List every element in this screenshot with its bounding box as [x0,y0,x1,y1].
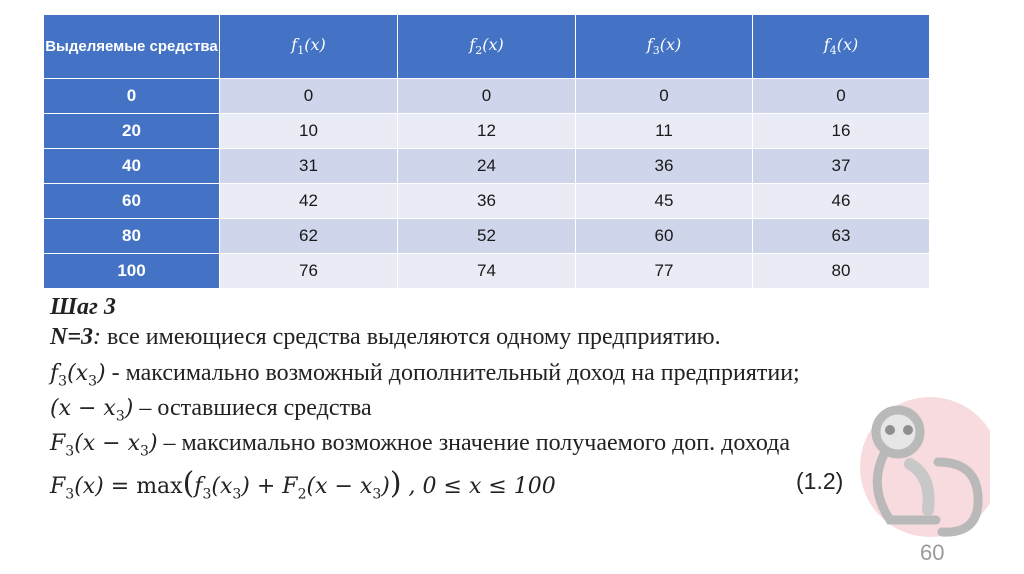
n-text: все имеющиеся средства выделяются одному предприятию. [101,324,721,350]
row-label: 40 [44,149,220,184]
page-number: 60 [920,540,945,565]
cell: 24 [398,149,576,184]
cell: 36 [398,184,576,219]
cell: 31 [220,149,398,184]
equation-number: (1.2) [796,468,844,494]
table-row [44,114,930,149]
cell: 74 [398,254,576,289]
cell: 36 [576,149,753,184]
header-allocated-funds: Выделяемые средства [44,15,220,79]
header-f2: $f_2(x)$ [398,15,576,79]
F3-notation: $F_3(x - x_3)$ [50,431,158,460]
table-row [44,219,930,254]
cell: 62 [220,219,398,254]
cell: 60 [576,219,753,254]
cell: 42 [220,184,398,219]
formula-max: max [136,474,183,499]
table-row [44,254,930,289]
row-label: 80 [44,219,220,254]
f3-text: - максимально возможный дополнительный доход на предприятии; [105,360,800,386]
table-row [44,149,930,184]
header-f4: $f_4(x)$ [753,15,930,79]
row-label: 20 [44,114,220,149]
cell: 0 [753,79,930,114]
cell: 80 [753,254,930,289]
cell: 77 [576,254,753,289]
n-label: N=3 [50,324,94,350]
cell: 0 [220,79,398,114]
n-colon: : [93,324,102,350]
header-f3: $f_3(x)$ [576,15,753,79]
recurrence-formula: $F_3(x) = \max(f_3(x_3) + F_2(x - x_3))$ , 0 ≤ x ≤ 100 [50,466,556,503]
cell: 11 [576,114,753,149]
F3-text: – максимально возможное значение получаемого доп. дохода [157,430,791,456]
row-label: 60 [44,184,220,219]
cell: 16 [753,114,930,149]
step-title: Шаг 3 [50,294,116,320]
f3-description [50,360,800,389]
header-f1: $f_1(x)$ [220,15,398,79]
table-row [44,79,930,114]
F3-description [50,430,790,459]
cell: 52 [398,219,576,254]
cell: 37 [753,149,930,184]
n-description [50,324,721,351]
remaining-text: – оставшиеся средства [133,395,372,421]
data-table [43,14,930,289]
table-row [44,184,930,219]
f3-notation: $f_3(x_3)$ [50,361,106,390]
cell: 0 [398,79,576,114]
table-header-row [44,15,930,79]
formula-range: , 0 ≤ x ≤ 100 [401,474,556,499]
remaining-description [50,395,372,424]
remaining-notation: $(x - x_3)$ [50,396,134,425]
cell: 76 [220,254,398,289]
row-label: 0 [44,79,220,114]
cell: 12 [398,114,576,149]
row-label: 100 [44,254,220,289]
cell: 63 [753,219,930,254]
cell: 0 [576,79,753,114]
cell: 46 [753,184,930,219]
cell: 10 [220,114,398,149]
lemur-icon [840,392,990,542]
cell: 45 [576,184,753,219]
